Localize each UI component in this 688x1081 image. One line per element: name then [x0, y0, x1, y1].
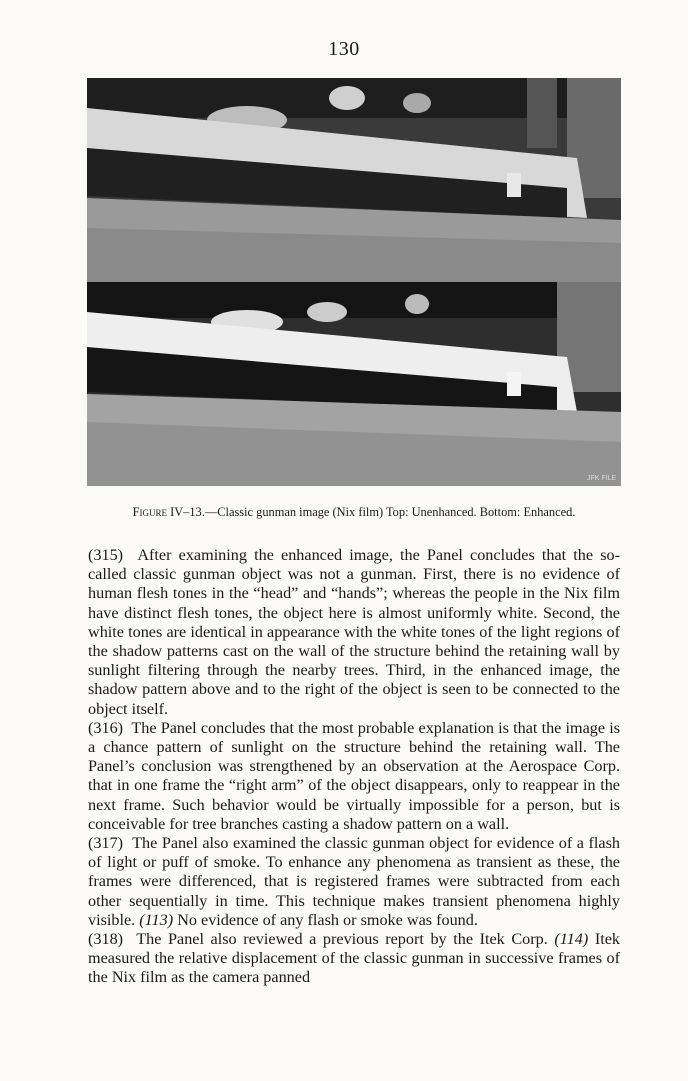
caption-text: —Classic gunman image (Nix film) Top: Unenhanced. Bottom: Enhanced.	[204, 505, 576, 519]
body-text	[88, 546, 620, 988]
figure-photo	[87, 78, 621, 486]
paragraph-text: The Panel also examined the classic gunman object for evidence of a flash of light or puff of smoke. To enhance any phenomena as transient as these, the frames were differenced, that is registered frames were subtracted from each other sequentially in time. This technique makes transient phenomena highly visible.	[88, 834, 620, 929]
paragraph-317	[88, 834, 620, 930]
paragraph-text: No evidence of any flash or smoke was found.	[173, 910, 478, 929]
paragraph-text: The Panel also reviewed a previous report by the Itek Corp.	[136, 930, 555, 949]
paragraph-number: (318)	[88, 930, 124, 949]
paragraph-318	[88, 930, 620, 988]
figure-bottom-enhanced	[87, 282, 621, 486]
paragraph-number: (316)	[88, 718, 124, 737]
figure-top-unenhanced	[87, 78, 621, 282]
paragraph-316	[88, 719, 620, 834]
paragraph-text: Itek measured the relative displacement of the classic gunman in successive frames of the Nix film as the camera panned	[88, 930, 621, 987]
page-number: 130	[328, 38, 360, 60]
caption-label: Figure IV–13.	[132, 505, 205, 519]
watermark: JFK FILE	[587, 475, 617, 482]
reference-number: (113)	[139, 910, 174, 929]
figure-caption	[80, 505, 628, 520]
paragraph-315	[88, 546, 620, 719]
paragraph-number: (315)	[88, 546, 124, 564]
paragraph-text: After examining the enhanced image, the Panel concludes that the so-called classic gunman object was not a gunman. First, there is no evidence of human flesh tones in the “head” and “hands”; whereas the people in the Nix film have distinct flesh tones, the object here is almost uniformly white. Second, the white tones are identical in appearance with the white tones of the light regions of the shadow patterns cast on the wall of the structure behind the retaining wall by sunlight filtering through the nearby trees. Third, in the enhanced image, the shadow pattern above and to the right of the object is seen to be connected to the object itself.	[88, 546, 620, 718]
reference-number: (114)	[554, 930, 589, 949]
paragraph-number: (317)	[88, 834, 124, 853]
paragraph-text: The Panel concludes that the most probable explanation is that the image is a chance pattern of sunlight on the structure behind the retaining wall. The Panel’s conclusion was strengthened by an observation at the Aerospace Corp. that in one frame the “right arm” of the object disappears, only to reappear in the next frame. Such behavior would be virtually impossible for a person, but is conceivable for tree branches casting a shadow pattern on a wall.	[88, 718, 621, 833]
